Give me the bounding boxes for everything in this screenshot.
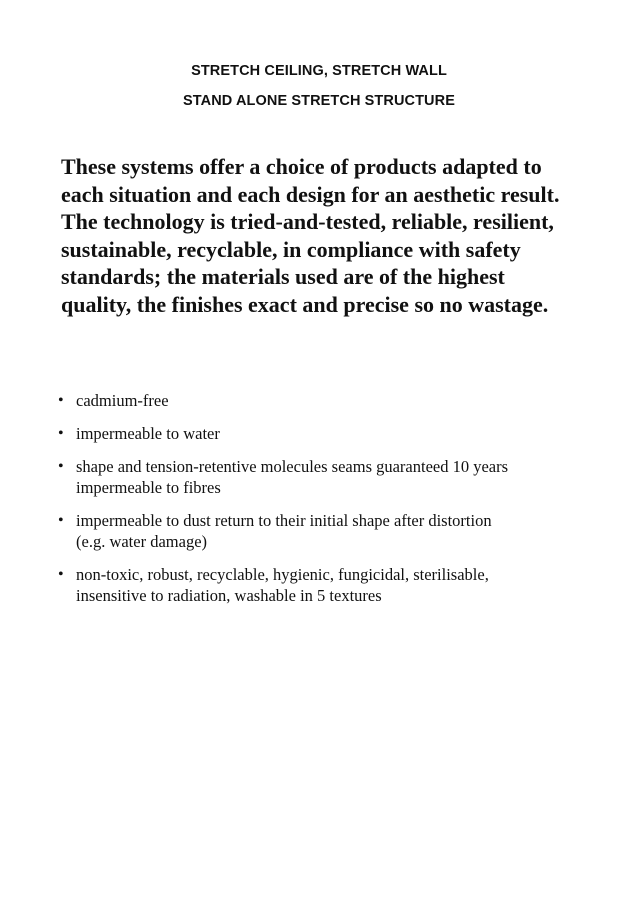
bullet-icon: • [58, 392, 64, 409]
intro-paragraph [61, 153, 621, 318]
intro-line: The technology is tried-and-tested, reliable, resilient, [61, 209, 554, 234]
list-item [58, 423, 598, 444]
list-item-text: insensitive to radiation, washable in 5 textures [76, 586, 382, 605]
feature-list [58, 390, 598, 606]
list-item [58, 510, 598, 552]
list-item-text: shape and tension-retentive molecules seams guaranteed 10 years [76, 457, 509, 476]
list-item [58, 390, 598, 411]
intro-line: standards; the materials used are of the highest [61, 264, 505, 289]
bullet-icon: • [58, 458, 64, 475]
list-item-text: impermeable to water [76, 424, 220, 443]
bullet-icon: • [58, 512, 64, 529]
list-item-text: impermeable to fibres [76, 478, 221, 497]
list-item [58, 564, 598, 606]
heading-stretch-ceiling-wall: STRETCH CEILING, STRETCH WALL [191, 63, 447, 79]
list-item [58, 456, 598, 498]
list-item-text: non-toxic, robust, recyclable, hygienic, fungicidal, sterilisable, [76, 565, 489, 584]
intro-line: quality, the finishes exact and precise so no wastage. [61, 291, 549, 317]
bullet-icon: • [58, 425, 64, 442]
intro-line: sustainable, recyclable, in compliance with safety [61, 236, 521, 262]
heading-stand-alone-structure: STAND ALONE STRETCH STRUCTURE [183, 93, 455, 109]
intro-line: each situation and each design for an aesthetic result. [61, 181, 560, 207]
list-item-text: cadmium-free [76, 391, 169, 410]
bullet-icon: • [58, 566, 64, 583]
list-item-text: impermeable to dust return to their initial shape after distortion [76, 511, 492, 530]
list-item-text: (e.g. water damage) [76, 532, 208, 551]
intro-line: These systems offer a choice of products adapted to [61, 154, 542, 179]
